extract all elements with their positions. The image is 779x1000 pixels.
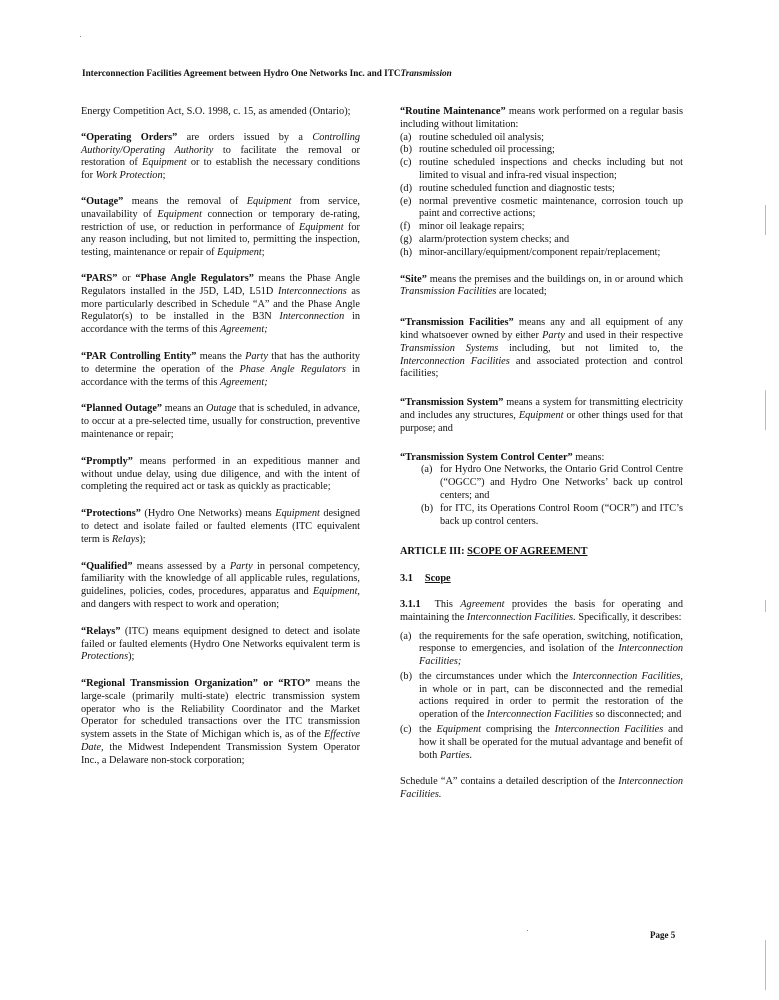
header-text: Interconnection Facilities Agreement between Hydro One Networks Inc. and ITC bbox=[82, 68, 401, 78]
list-item bbox=[400, 183, 683, 196]
text: connection or temporary de-rating, restriction of use, or reduction in performance of bbox=[81, 208, 361, 233]
list-item-text: routine scheduled inspections and checks including but not limited to visual and infra-red visual inspection; bbox=[419, 157, 683, 181]
list-marker: (b) bbox=[400, 144, 413, 156]
term: “Outage” bbox=[81, 195, 124, 207]
list-item-text: for Hydro One Networks, the Ontario Grid Control Centre (“OGCC”) and Hydro One Networks’ back up control centers; and bbox=[440, 464, 683, 501]
list-item bbox=[400, 724, 683, 762]
italic-term: Transmission Systems bbox=[400, 342, 499, 354]
scan-speck bbox=[80, 36, 81, 37]
term: “PAR Controlling Entity” bbox=[81, 350, 197, 362]
list-marker: (c) bbox=[400, 157, 412, 169]
text: ); bbox=[128, 651, 135, 663]
intro-paragraph: Energy Competition Act, S.O. 1998, c. 15, as amended (Ontario); bbox=[81, 106, 351, 117]
list-marker: (a) bbox=[421, 464, 433, 476]
term: “Planned Outage” bbox=[81, 403, 163, 415]
text: so disconnected; and bbox=[593, 709, 682, 721]
definition-operating-orders bbox=[81, 132, 360, 183]
definition-outage bbox=[81, 196, 360, 260]
text: ); bbox=[139, 533, 146, 545]
term: “Relays” bbox=[81, 625, 121, 637]
text: (Hydro One Networks) means bbox=[140, 508, 276, 520]
text: comprising the bbox=[481, 724, 555, 736]
italic-term: Effective Date, bbox=[81, 729, 360, 754]
text: provides the basis for operating and maintaining the bbox=[400, 598, 683, 623]
italic-term: Equipment, bbox=[312, 586, 360, 598]
list-item bbox=[400, 464, 683, 502]
scan-edge-mark bbox=[765, 205, 766, 235]
list-item bbox=[400, 157, 683, 183]
list-item-text: minor-ancillary/equipment/component repair/replacement; bbox=[419, 246, 661, 258]
text: means an bbox=[162, 403, 207, 415]
clause-3-1-1 bbox=[400, 599, 683, 625]
text: means the premises and the buildings on, in or around which bbox=[426, 273, 683, 285]
text: ; bbox=[162, 170, 166, 182]
page-number: Page 5 bbox=[650, 930, 676, 940]
text: the circumstances under which the bbox=[419, 670, 573, 682]
text: or bbox=[117, 272, 136, 284]
italic-term: Parties. bbox=[439, 749, 473, 761]
list-item-text: normal preventive cosmetic maintenance, corrosion touch up paint and corrective actions; bbox=[419, 195, 683, 220]
italic-term: Party bbox=[245, 350, 268, 362]
italic-term: Equipment bbox=[217, 247, 262, 259]
list-item bbox=[400, 132, 683, 145]
text: including, but not limited to, the bbox=[498, 342, 683, 354]
text: means the large-scale (primarily multi-state) electric transmission system operator who is the Reliability Coordinator and the Market Operator for scheduled transactions over the ITC transmission system assets in the State of Michigan which is, as of the bbox=[81, 678, 360, 741]
text: ; bbox=[261, 247, 265, 259]
text: means the removal of bbox=[123, 195, 247, 207]
italic-term: Transmission Facilities bbox=[400, 286, 497, 298]
text: in whole or in part, can be disconnected and the remedial actions required in order to permit the restoration of the operation of the bbox=[419, 683, 683, 721]
scan-edge-mark bbox=[765, 390, 766, 430]
section-title: Scope bbox=[424, 573, 451, 585]
control-center-list bbox=[400, 464, 683, 528]
list-item-text: routine scheduled function and diagnostic tests; bbox=[419, 182, 615, 194]
text: from service, unavailability of bbox=[81, 195, 360, 220]
list-item bbox=[400, 671, 683, 722]
section-number: 3.1 bbox=[400, 573, 413, 585]
definition-protections bbox=[81, 508, 360, 546]
term: “Promptly” bbox=[81, 455, 133, 467]
left-column bbox=[81, 106, 360, 781]
article-heading bbox=[400, 546, 683, 559]
text: or to establish the necessary conditions for bbox=[81, 157, 360, 182]
term: “Transmission Facilities” bbox=[400, 317, 514, 329]
term: “Transmission System Control Center” bbox=[400, 451, 573, 463]
text: means the Phase Angle Regulators installed in the J5D, L4D, L51D bbox=[81, 272, 360, 297]
schedule-paragraph bbox=[400, 776, 683, 802]
italic-term: Equipment bbox=[246, 195, 292, 207]
text: the requirements for the safe operation, switching, notification, response to emergencies, and isolation of the bbox=[419, 630, 683, 655]
text: and how it shall be operated for the mutual advantage and benefit of both bbox=[419, 724, 683, 761]
list-item bbox=[400, 631, 683, 669]
definition-transmission-system bbox=[400, 397, 683, 435]
text: in accordance with the terms of this bbox=[81, 311, 360, 336]
definition-qualified bbox=[81, 561, 360, 612]
term: “Protections” bbox=[81, 508, 141, 520]
text: are orders issued by a bbox=[177, 131, 313, 143]
list-marker: (h) bbox=[400, 246, 413, 258]
list-item bbox=[400, 144, 683, 157]
scan-speck bbox=[527, 930, 528, 931]
italic-term: Interconnection Facilities; bbox=[419, 643, 683, 668]
italic-term: Interconnection Facilities, bbox=[572, 670, 683, 682]
definition-pars bbox=[81, 273, 360, 337]
text: and used in their respective bbox=[564, 329, 683, 341]
list-item-text: routine scheduled oil processing; bbox=[419, 144, 555, 156]
italic-term: Equipment bbox=[275, 508, 320, 520]
definition-rto bbox=[81, 678, 360, 768]
italic-term: Phase Angle Regulators bbox=[239, 363, 346, 375]
list-item-text: for ITC, its Operations Control Room (“OCR”) and ITC’s back up control centers. bbox=[440, 502, 683, 527]
definition-promptly bbox=[81, 456, 360, 494]
definition-planned-outage bbox=[81, 403, 360, 441]
list-item-text: routine scheduled oil analysis; bbox=[419, 131, 544, 143]
list-item-text: minor oil leakage repairs; bbox=[419, 221, 525, 233]
text: that has the authority to determine the operation of the bbox=[81, 350, 360, 375]
list-marker: (e) bbox=[400, 195, 412, 207]
list-marker: (a) bbox=[400, 131, 412, 143]
italic-term: Interconnection Facilities bbox=[400, 355, 510, 367]
list-marker: (a) bbox=[400, 630, 412, 642]
italic-term: Equipment bbox=[298, 221, 344, 233]
text: means any and all equipment of any kind whatsoever owned by either bbox=[400, 317, 683, 341]
italic-term: Agreement; bbox=[219, 376, 268, 388]
term: “Phase Angle Regulators” bbox=[135, 272, 254, 284]
list-marker: (b) bbox=[421, 502, 434, 514]
text: that is scheduled, in advance, to occur at a pre-selected time, usually for construction, preventive maintenance or repair; bbox=[81, 403, 361, 440]
italic-term: Interconnection Facilities. bbox=[466, 611, 576, 623]
list-item bbox=[400, 503, 683, 529]
list-item bbox=[400, 196, 683, 222]
text: as more particularly described in Schedule “A” and the Phase Angle Regulator(s) to be installed in the B3N bbox=[81, 285, 360, 323]
italic-term: Party bbox=[229, 560, 253, 572]
text: the bbox=[419, 724, 437, 736]
text: This bbox=[434, 598, 461, 610]
clause-number: 3.1.1 bbox=[400, 598, 421, 610]
term: “Qualified” bbox=[81, 560, 133, 572]
list-marker: (b) bbox=[400, 670, 413, 682]
text: are located; bbox=[496, 286, 547, 298]
text: designed to detect and isolate failed or faulted elements (ITC equivalent term is bbox=[81, 508, 360, 545]
header-italic: Transmission bbox=[400, 68, 452, 78]
routine-maintenance-list bbox=[400, 132, 683, 260]
scan-edge-mark bbox=[765, 600, 766, 612]
italic-term: Protections bbox=[81, 651, 129, 663]
text: means performed in an expeditious manner and without undue delay, using due diligence, and with the intent of completing the required act or task as quickly as practicable; bbox=[81, 455, 360, 493]
italic-term: Interconnection Facilities. bbox=[400, 776, 683, 801]
definition-transmission-facilities bbox=[400, 317, 683, 381]
italic-term: Agreement bbox=[460, 598, 505, 610]
text: Specifically, it describes: bbox=[575, 611, 682, 623]
right-column bbox=[400, 106, 683, 815]
list-item bbox=[400, 234, 683, 247]
definition-relays bbox=[81, 626, 360, 664]
italic-term: Interconnection Facilities bbox=[486, 709, 594, 721]
text: in accordance with the terms of this bbox=[81, 363, 360, 388]
italic-term: Outage bbox=[206, 403, 237, 415]
italic-term: Equipment bbox=[157, 208, 202, 220]
text: Schedule “A” contains a detailed description of the bbox=[400, 776, 619, 788]
italic-term: Agreement; bbox=[219, 324, 268, 336]
term: “PARS” bbox=[81, 272, 118, 284]
italic-term: Work Protection bbox=[95, 170, 163, 182]
term: “Site” bbox=[400, 273, 427, 285]
text: the Midwest Independent Transmission System Operator Inc., a Delaware non-stock corporation; bbox=[81, 742, 360, 766]
text: and associated protection and control facilities; bbox=[400, 355, 683, 380]
term: “Routine Maintenance” bbox=[400, 106, 506, 117]
italic-term: Equipment bbox=[518, 409, 564, 421]
text: in personal competency, familiarity with the knowledge of all applicable rules, regulations, guidelines, policies, codes, procedures, apparatus and bbox=[81, 560, 360, 598]
text: (ITC) means equipment designed to detect and isolate failed or faulted elements (Hydro One Networks equivalent term is bbox=[81, 625, 360, 650]
text: for any reason including, but not limited to, permitting the inspection, testing, maintenance or repair of bbox=[81, 221, 360, 259]
text: and dangers with respect to work and operation; bbox=[81, 598, 280, 610]
list-item bbox=[400, 247, 683, 260]
article-prefix: ARTICLE III: bbox=[400, 546, 468, 558]
list-marker: (g) bbox=[400, 233, 413, 245]
italic-term: Equipment bbox=[142, 157, 187, 169]
italic-term: Relays bbox=[111, 533, 140, 545]
text: means work performed on a regular basis including without limitation: bbox=[400, 106, 683, 130]
list-item-text: alarm/protection system checks; and bbox=[419, 233, 570, 245]
italic-term: Controlling Authority/Operating Authority bbox=[81, 131, 361, 156]
italic-term: Equipment bbox=[436, 724, 482, 736]
term: “Operating Orders” bbox=[81, 131, 178, 143]
italic-term: Party bbox=[542, 329, 565, 341]
italic-term: Interconnection Facilities bbox=[554, 724, 664, 736]
definition-control-center bbox=[400, 452, 683, 465]
scope-list bbox=[400, 631, 683, 763]
list-item bbox=[400, 221, 683, 234]
term: “Regional Transmission Organization” or “RTO” bbox=[81, 678, 311, 690]
term: “Transmission System” bbox=[400, 397, 504, 409]
italic-term: Interconnection bbox=[279, 311, 345, 323]
text: means: bbox=[572, 451, 605, 463]
article-title: SCOPE OF AGREEMENT bbox=[467, 546, 588, 558]
text: or other things used for that purpose; and bbox=[400, 409, 683, 434]
text: means assessed by a bbox=[132, 560, 230, 572]
scan-edge-mark bbox=[765, 940, 766, 990]
list-marker: (d) bbox=[400, 182, 413, 194]
definition-par-controlling-entity bbox=[81, 351, 360, 389]
text: to facilitate the removal or restoration of bbox=[81, 144, 360, 169]
list-marker: (f) bbox=[400, 221, 411, 233]
page-header bbox=[82, 68, 702, 78]
italic-term: Interconnections bbox=[277, 285, 347, 297]
text: means a system for transmitting electricity and includes any structures, bbox=[400, 397, 684, 421]
list-marker: (c) bbox=[400, 724, 412, 736]
section-heading bbox=[400, 573, 683, 586]
text: means the bbox=[196, 350, 246, 362]
definition-routine-maintenance bbox=[400, 106, 683, 132]
definition-site bbox=[400, 274, 683, 300]
